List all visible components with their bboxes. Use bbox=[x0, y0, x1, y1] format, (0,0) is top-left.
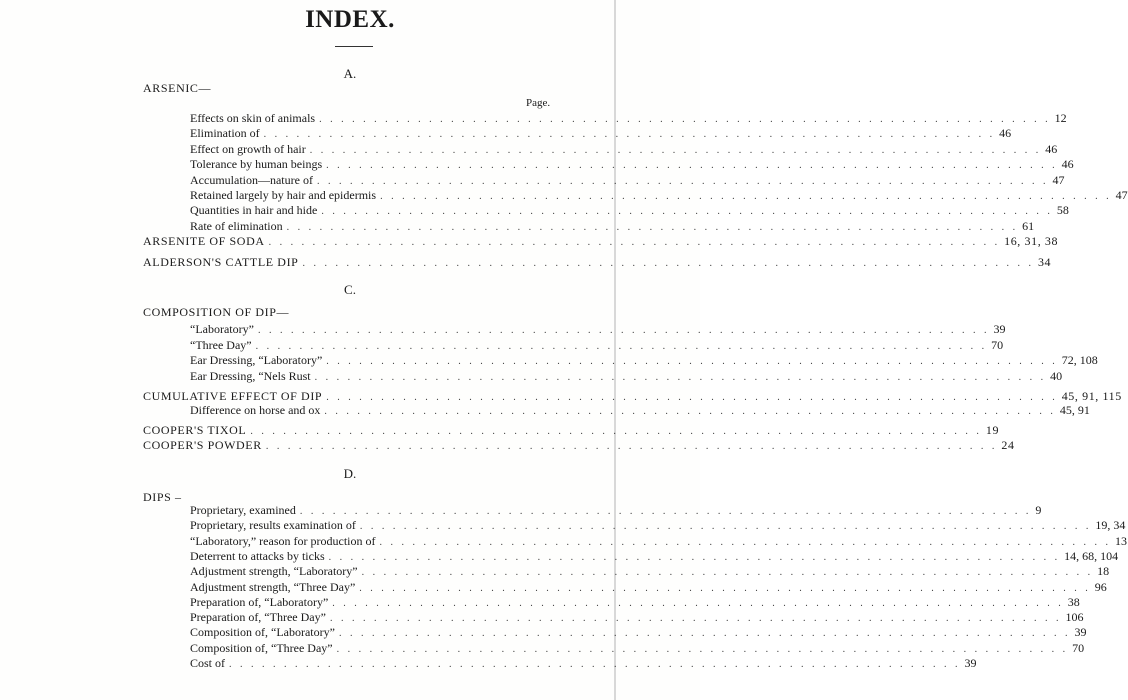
index-entry bbox=[190, 188, 1128, 203]
heading-dips: DIPS – bbox=[143, 490, 182, 504]
entry-page: 38 bbox=[1067, 594, 1080, 609]
index-entry bbox=[190, 594, 1080, 610]
entry-page: 46 bbox=[1045, 141, 1058, 156]
entry-page: 9 bbox=[1035, 503, 1042, 517]
entry-page: 46 bbox=[999, 126, 1012, 141]
entry-label: CUMULATIVE EFFECT OF DIP bbox=[143, 389, 323, 403]
entry-label: “Three Day” bbox=[190, 337, 252, 352]
entry-cumulative-effect bbox=[143, 389, 1122, 404]
entry-label: Ear Dressing, “Nels Rust bbox=[190, 368, 311, 383]
index-entry bbox=[190, 172, 1065, 188]
entry-page: 58 bbox=[1056, 203, 1069, 218]
leader-dots: . . . . . . . . . . . . . . . . . . . . . . . . . . . . . . . . . . . . . . . . . . . . . . . . . . . . . . . . . . . . . . . . . . . bbox=[329, 613, 1062, 625]
entry-page: 47 bbox=[1052, 172, 1065, 187]
entry-label: Accumulation—nature of bbox=[190, 172, 313, 187]
leader-dots: . . . . . . . . . . . . . . . . . . . . . . . . . . . . . . . . . . . . . . . . . . . . . . . . . . . . . . . . . . . . . . . . . . . bbox=[268, 237, 1001, 248]
entry-page: 72, 108 bbox=[1061, 353, 1098, 367]
index-entry bbox=[190, 203, 1069, 218]
leader-dots: . . . . . . . . . . . . . . . . . . . . . . . . . . . . . . . . . . . . . . . . . . . . . . . . . . . . . . . . . . . . . . . . . . . bbox=[316, 175, 1049, 187]
entry-label: Composition of, “Laboratory” bbox=[190, 625, 335, 640]
leader-dots: . . . . . . . . . . . . . . . . . . . . . . . . . . . . . . . . . . . . . . . . . . . . . . . . . . . . . . . . . . . . . . . . . . . bbox=[257, 325, 990, 336]
entry-page: 13 bbox=[1114, 533, 1127, 548]
entry-page: 39 bbox=[964, 656, 977, 670]
leader-dots: . . . . . . . . . . . . . . . . . . . . . . . . . . . . . . . . . . . . . . . . . . . . . . . . . . . . . . . . . . . . . . . . . . . bbox=[359, 521, 1092, 533]
leader-dots: . . . . . . . . . . . . . . . . . . . . . . . . . . . . . . . . . . . . . . . . . . . . . . . . . . . . . . . . . . . . . . . . . . . bbox=[255, 340, 988, 352]
entry-label: Proprietary, results examination of bbox=[190, 518, 356, 533]
entry-page: 19, 34 bbox=[1095, 518, 1126, 533]
heading-arsenic: ARSENIC— bbox=[143, 81, 212, 95]
entry-page: 39 bbox=[993, 322, 1006, 336]
heading-composition-of-dip: COMPOSITION OF DIP— bbox=[143, 305, 290, 319]
entry-page: 18 bbox=[1097, 564, 1110, 579]
entry-page: 14, 68, 104 bbox=[1064, 548, 1119, 563]
entry-label: “Laboratory,” reason for production of bbox=[190, 533, 376, 548]
entry-label: Proprietary, examined bbox=[190, 503, 296, 517]
entry-page: 70 bbox=[991, 337, 1004, 352]
entry-label: Composition of, “Three Day” bbox=[190, 640, 333, 655]
leader-dots: . . . . . . . . . . . . . . . . . . . . . . . . . . . . . . . . . . . . . . . . . . . . . . . . . . . . . . . . . . . . . . . . . . . bbox=[265, 441, 998, 452]
entry-label: Adjustment strength, “Laboratory” bbox=[190, 564, 358, 579]
leader-dots: . . . . . . . . . . . . . . . . . . . . . . . . . . . . . . . . . . . . . . . . . . . . . . . . . . . . . . . . . . . . . . . . . . . bbox=[380, 191, 1112, 202]
entry-page: 24 bbox=[1001, 438, 1015, 452]
section-letter-d: D. bbox=[343, 466, 357, 481]
index-entry bbox=[190, 640, 1085, 656]
entry-label: Effect on growth of hair bbox=[190, 141, 306, 156]
index-entry bbox=[190, 625, 1087, 640]
index-entry bbox=[190, 518, 1126, 533]
leader-dots: . . . . . . . . . . . . . . . . . . . . . . . . . . . . . . . . . . . . . . . . . . . . . . . . . . . . . . . . . . . . . . . . . . . bbox=[326, 160, 1058, 172]
index-entry bbox=[190, 157, 1074, 172]
entry-page: 106 bbox=[1065, 610, 1084, 625]
entry-page: 96 bbox=[1094, 579, 1107, 594]
index-entry bbox=[190, 533, 1127, 549]
entry-label: Cost of bbox=[190, 656, 226, 670]
leader-dots: . . . . . . . . . . . . . . . . . . . . . . . . . . . . . . . . . . . . . . . . . . . . . . . . . . . . . . . . . . . . . . . . . . . bbox=[338, 628, 1071, 640]
entry-aldersons-cattle-dip bbox=[143, 255, 1052, 270]
entry-label: Quantities in hair and hide bbox=[190, 203, 318, 218]
index-entry bbox=[190, 610, 1084, 625]
index-entry bbox=[190, 368, 1063, 384]
index-entry bbox=[190, 548, 1119, 564]
entry-label: Rate of elimination bbox=[190, 218, 283, 233]
leader-dots: . . . . . . . . . . . . . . . . . . . . . . . . . . . . . . . . . . . . . . . . . . . . . . . . . . . . . . . . . . . . . . . . . . . bbox=[324, 406, 1056, 417]
entry-label: Effects on skin of animals bbox=[190, 111, 316, 125]
entry-difference-horse-ox bbox=[190, 403, 1090, 418]
entry-label: ALDERSON'S CATTLE DIP bbox=[143, 255, 299, 269]
leader-dots: . . . . . . . . . . . . . . . . . . . . . . . . . . . . . . . . . . . . . . . . . . . . . . . . . . . . . . . . . . . . . . . . . . . bbox=[332, 597, 1064, 609]
entry-page: 40 bbox=[1050, 368, 1063, 383]
section-letter-c: C. bbox=[344, 282, 356, 297]
entry-label: “Laboratory” bbox=[190, 322, 254, 336]
leader-dots: . . . . . . . . . . . . . . . . . . . . . . . . . . . . . . . . . . . . . . . . . . . . . . . . . . . . . . . . . . . . . . . . . . . bbox=[263, 129, 996, 141]
leader-dots: . . . . . . . . . . . . . . . . . . . . . . . . . . . . . . . . . . . . . . . . . . . . . . . . . . . . . . . . . . . . . . . . . . . bbox=[250, 426, 982, 437]
leader-dots: . . . . . . . . . . . . . . . . . . . . . . . . . . . . . . . . . . . . . . . . . . . . . . . . . . . . . . . . . . . . . . . . . . . bbox=[326, 356, 1058, 367]
index-entry bbox=[190, 579, 1107, 595]
entry-page: 19 bbox=[985, 423, 1000, 437]
leader-dots: . . . . . . . . . . . . . . . . . . . . . . . . . . . . . . . . . . . . . . . . . . . . . . . . . . . . . . . . . . . . . . . . . . . bbox=[286, 221, 1019, 233]
leader-dots: . . . . . . . . . . . . . . . . . . . . . . . . . . . . . . . . . . . . . . . . . . . . . . . . . . . . . . . . . . . . . . . . . . . bbox=[309, 144, 1042, 156]
entry-arsenite-of-soda bbox=[143, 234, 1059, 249]
leader-dots: . . . . . . . . . . . . . . . . . . . . . . . . . . . . . . . . . . . . . . . . . . . . . . . . . . . . . . . . . . . . . . . . . . . bbox=[359, 582, 1091, 594]
entry-label: COOPER'S TIXOL bbox=[143, 423, 247, 437]
entry-label: Adjustment strength, “Three Day” bbox=[190, 579, 356, 594]
leader-dots: . . . . . . . . . . . . . . . . . . . . . . . . . . . . . . . . . . . . . . . . . . . . . . . . . . . . . . . . . . . . . . . . . . . bbox=[302, 258, 1034, 269]
index-entry bbox=[190, 656, 977, 671]
leader-dots: . . . . . . . . . . . . . . . . . . . . . . . . . . . . . . . . . . . . . . . . . . . . . . . . . . . . . . . . . . . . . . . . . . . bbox=[229, 659, 961, 670]
leader-dots: . . . . . . . . . . . . . . . . . . . . . . . . . . . . . . . . . . . . . . . . . . . . . . . . . . . . . . . . . . . . . . . . . . . bbox=[319, 114, 1051, 125]
page-title: INDEX. bbox=[305, 6, 395, 33]
section-letter-a: A. bbox=[343, 66, 357, 81]
entry-page: 47 bbox=[1115, 188, 1128, 202]
index-entry bbox=[190, 503, 1042, 518]
entry-label: Tolerance by human beings bbox=[190, 157, 323, 172]
entry-label: Retained largely by hair and epidermis bbox=[190, 188, 377, 202]
entry-page: 45, 91 bbox=[1059, 403, 1090, 417]
leader-dots: . . . . . . . . . . . . . . . . . . . . . . . . . . . . . . . . . . . . . . . . . . . . . . . . . . . . . . . . . . . . . . . . . . . bbox=[314, 371, 1047, 383]
entry-page: 39 bbox=[1074, 625, 1087, 640]
entry-label: COOPER'S POWDER bbox=[143, 438, 262, 452]
index-entry bbox=[190, 126, 1012, 141]
entry-page: 45, 91, 115 bbox=[1061, 389, 1122, 403]
leader-dots: . . . . . . . . . . . . . . . . . . . . . . . . . . . . . . . . . . . . . . . . . . . . . . . . . . . . . . . . . . . . . . . . . . . bbox=[379, 536, 1111, 548]
entry-label: Difference on horse and ox bbox=[190, 403, 321, 417]
entry-label: ARSENITE OF SODA bbox=[143, 234, 265, 248]
entry-page: 16, 31, 38 bbox=[1004, 234, 1059, 248]
entry-coopers-powder bbox=[143, 438, 1015, 453]
index-entry bbox=[190, 141, 1058, 157]
index-entry bbox=[190, 322, 1006, 337]
entry-label: Deterrent to attacks by ticks bbox=[190, 548, 325, 563]
leader-dots: . . . . . . . . . . . . . . . . . . . . . . . . . . . . . . . . . . . . . . . . . . . . . . . . . . . . . . . . . . . . . . . . . . . bbox=[328, 551, 1061, 563]
entry-label: Preparation of, “Laboratory” bbox=[190, 594, 329, 609]
leader-dots: . . . . . . . . . . . . . . . . . . . . . . . . . . . . . . . . . . . . . . . . . . . . . . . . . . . . . . . . . . . . . . . . . . . bbox=[361, 567, 1094, 579]
entry-page: 34 bbox=[1037, 255, 1052, 269]
entry-page: 12 bbox=[1054, 111, 1067, 125]
entry-page: 46 bbox=[1061, 157, 1074, 172]
index-entry bbox=[190, 564, 1110, 579]
entry-page: 70 bbox=[1072, 640, 1085, 655]
entry-label: Preparation of, “Three Day” bbox=[190, 610, 326, 625]
leader-dots: . . . . . . . . . . . . . . . . . . . . . . . . . . . . . . . . . . . . . . . . . . . . . . . . . . . . . . . . . . . . . . . . . . . bbox=[321, 206, 1053, 218]
index-entry bbox=[190, 218, 1035, 234]
entry-coopers-tixol bbox=[143, 423, 1000, 438]
entry-label: Elimination of bbox=[190, 126, 260, 141]
entry-label: Ear Dressing, “Laboratory” bbox=[190, 353, 323, 367]
index-entry bbox=[190, 111, 1067, 126]
index-entry bbox=[190, 353, 1098, 368]
title-rule bbox=[335, 46, 373, 47]
leader-dots: . . . . . . . . . . . . . . . . . . . . . . . . . . . . . . . . . . . . . . . . . . . . . . . . . . . . . . . . . . . . . . . . . . . bbox=[336, 643, 1069, 655]
leader-dots: . . . . . . . . . . . . . . . . . . . . . . . . . . . . . . . . . . . . . . . . . . . . . . . . . . . . . . . . . . . . . . . . . . . bbox=[326, 392, 1058, 403]
entry-page: 61 bbox=[1022, 218, 1035, 233]
leader-dots: . . . . . . . . . . . . . . . . . . . . . . . . . . . . . . . . . . . . . . . . . . . . . . . . . . . . . . . . . . . . . . . . . . . bbox=[299, 506, 1032, 517]
index-entry bbox=[190, 337, 1004, 353]
page-column-label: Page. bbox=[526, 97, 551, 109]
